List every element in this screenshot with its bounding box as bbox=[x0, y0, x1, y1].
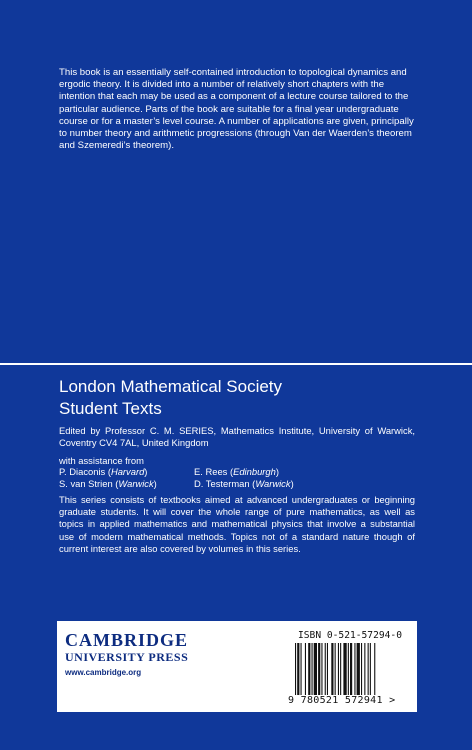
assistants-row bbox=[59, 466, 359, 478]
barcode-digits: 9 780521 572941 > bbox=[288, 695, 396, 706]
series-title-line-2: Student Texts bbox=[59, 399, 162, 418]
publisher-panel bbox=[57, 621, 417, 712]
publisher-logo bbox=[65, 630, 188, 677]
assistant-institution: Harvard bbox=[110, 466, 145, 477]
assistant-entry: S. van Strien (Warwick) bbox=[59, 478, 157, 489]
assistant-institution: Warwick bbox=[118, 478, 154, 489]
publisher-name-line-2: UNIVERSITY PRESS bbox=[65, 650, 189, 664]
assistant-name: E. Rees bbox=[194, 466, 228, 477]
assistant-entry: E. Rees (Edinburgh) bbox=[194, 466, 279, 477]
series-editor: Edited by Professor C. M. SERIES, Mathematics Institute, University of Warwick, Coventry CV4 7AL, United Kingdom bbox=[59, 425, 415, 448]
series-title-line-1: London Mathematical Society bbox=[59, 377, 283, 396]
divider-rule bbox=[0, 363, 472, 365]
assistance-heading: with assistance from bbox=[59, 455, 144, 466]
publisher-url: www.cambridge.org bbox=[65, 668, 142, 677]
assistant-name: D. Testerman bbox=[194, 478, 250, 489]
series-description: This series consists of textbooks aimed at advanced undergraduates or beginning graduate students. It will cover the whole range of pure mathematics, as well as topics in applied mathematics and mathematical physics that involve a substantial use of modern mathematical methods. Topics not of a standard nature though of current interest are also covered by volumes in this series. bbox=[59, 494, 415, 554]
assistant-entry: D. Testerman (Warwick) bbox=[194, 478, 294, 489]
assistant-institution: Edinburgh bbox=[233, 466, 276, 477]
assistant-institution: Warwick bbox=[255, 478, 291, 489]
back-cover-blurb: This book is an essentially self-contained introduction to topological dynamics and ergodic theory. It is divided into a number of relatively short chapters with the intention that each may be used as a component of a lecture course tailored to the particular audience. Parts of the book are suitable for a final year undergraduate course or for a master’s level course. A number of applications are given, principally to number theory and arithmetic progressions (through Van der Waerden’s theorem and Szemeredi’s theorem). bbox=[59, 67, 414, 152]
assistants-list bbox=[59, 466, 359, 490]
assistants-row bbox=[59, 478, 359, 490]
series-title bbox=[59, 376, 282, 420]
assistant-name: S. van Strien bbox=[59, 478, 113, 489]
barcode-icon bbox=[295, 643, 413, 695]
isbn-label: ISBN 0-521-57294-0 bbox=[298, 630, 402, 641]
publisher-name-line-1: CAMBRIDGE bbox=[65, 630, 189, 650]
assistant-name: P. Diaconis bbox=[59, 466, 106, 477]
assistant-entry: P. Diaconis (Harvard) bbox=[59, 466, 148, 477]
